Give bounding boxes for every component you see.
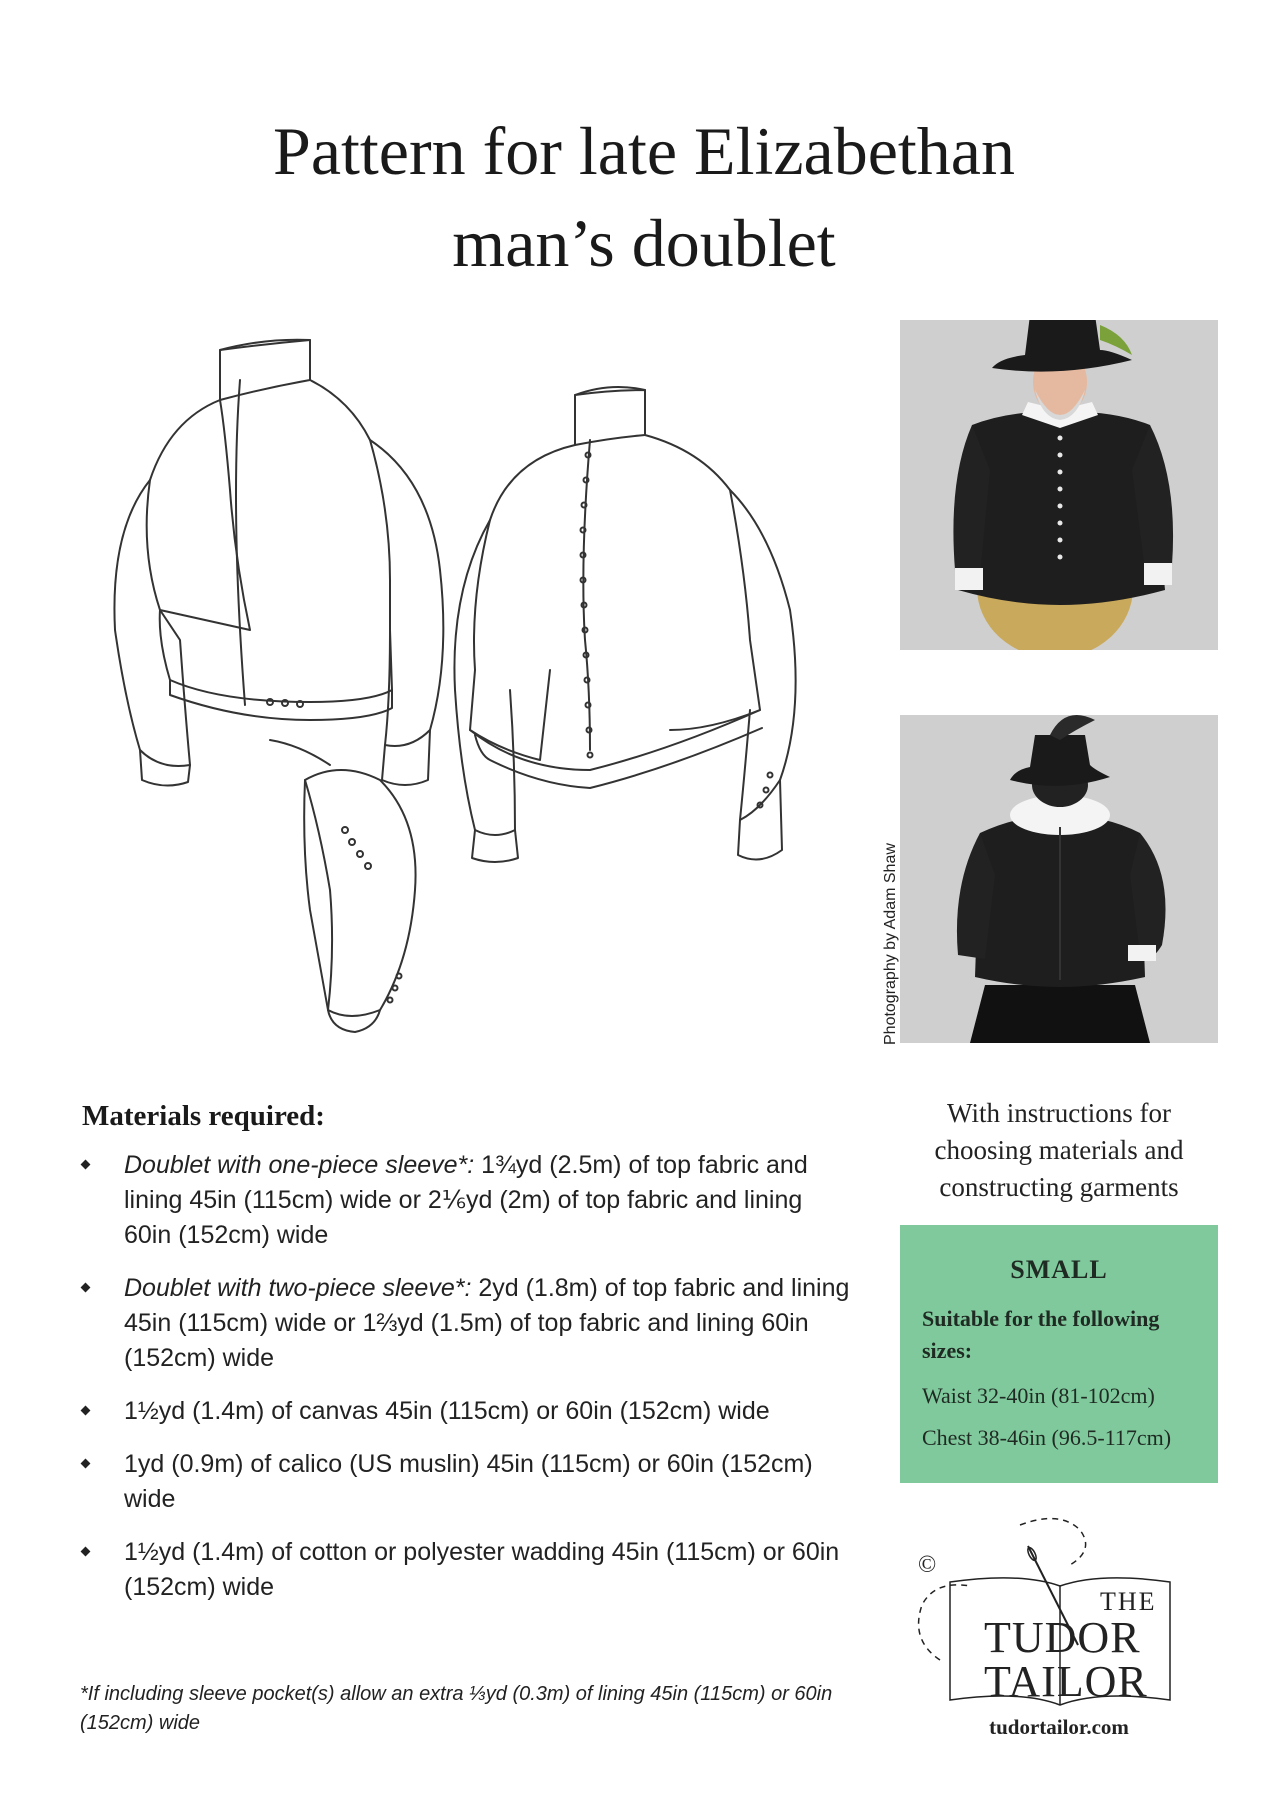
logo-tudor: TUDOR (984, 1613, 1141, 1662)
logo-copyright: © (918, 1552, 937, 1578)
materials-heading: Materials required: (82, 1100, 325, 1132)
title-line-1: Pattern for late Elizabethan (273, 113, 1015, 189)
doublet-line-drawing (70, 310, 850, 1050)
photo-doublet-back (900, 715, 1218, 1043)
bullet-icon (81, 1547, 91, 1557)
materials-item-text: 1yd (0.9m) of calico (US muslin) 45in (115cm) or 60in (152cm) wide (124, 1450, 813, 1513)
bullet-icon (81, 1406, 91, 1416)
title-line-2: man’s doublet (452, 205, 836, 281)
materials-item (82, 1271, 852, 1376)
materials-item-text: 1½yd (1.4m) of cotton or polyester wadding 45in (115cm) or 60in (152cm) wide (124, 1538, 840, 1601)
waist-size: Waist 32-40in (81-102cm) (922, 1383, 1155, 1408)
materials-item (82, 1148, 852, 1253)
website-url: tudortailor.com (989, 1715, 1129, 1739)
materials-item (82, 1535, 852, 1605)
photo-credit: Photography by Adam Shaw (882, 843, 899, 1045)
doublet-front-view (454, 387, 795, 862)
doublet-back-view (114, 340, 443, 786)
tudor-tailor-logo (900, 1510, 1218, 1710)
bullet-icon (81, 1160, 91, 1170)
instructions-note: With instructions for choosing materials and constructing garments (934, 1098, 1184, 1202)
materials-item-text: 1½yd (1.4m) of canvas 45in (115cm) or 60in (152cm) wide (124, 1397, 770, 1425)
suitable-label: Suitable for the following sizes: (922, 1306, 1160, 1363)
size-box (900, 1225, 1218, 1483)
page-title (0, 105, 1288, 289)
materials-item-text: 1¾yd (2.5m) of top fabric and lining 45in (115cm) wide or 2⅙yd (2m) of top fabric and lining 60in (152cm) wide (124, 1151, 808, 1249)
chest-size: Chest 38-46in (96.5-117cm) (922, 1425, 1172, 1450)
photo-doublet-front (900, 320, 1218, 650)
materials-item-lead: Doublet with two-piece sleeve*: (124, 1274, 472, 1302)
bullet-icon (81, 1283, 91, 1293)
logo-the: THE (1100, 1587, 1157, 1616)
materials-list (82, 1148, 852, 1623)
logo-tailor: TAILOR (984, 1657, 1148, 1706)
materials-footnote: *If including sleeve pocket(s) allow an extra ⅓yd (0.3m) of lining 45in (115cm) or 60in (152cm) wide (80, 1683, 833, 1734)
bullet-icon (81, 1459, 91, 1469)
materials-item-text: 2yd (1.8m) of top fabric and lining 45in (115cm) wide or 1⅔yd (1.5m) of top fabric and lining 60in (152cm) wide (124, 1274, 850, 1372)
materials-item (82, 1394, 852, 1429)
size-label: SMALL (1010, 1255, 1108, 1284)
materials-item-lead: Doublet with one-piece sleeve*: (124, 1151, 475, 1179)
materials-item (82, 1447, 852, 1517)
